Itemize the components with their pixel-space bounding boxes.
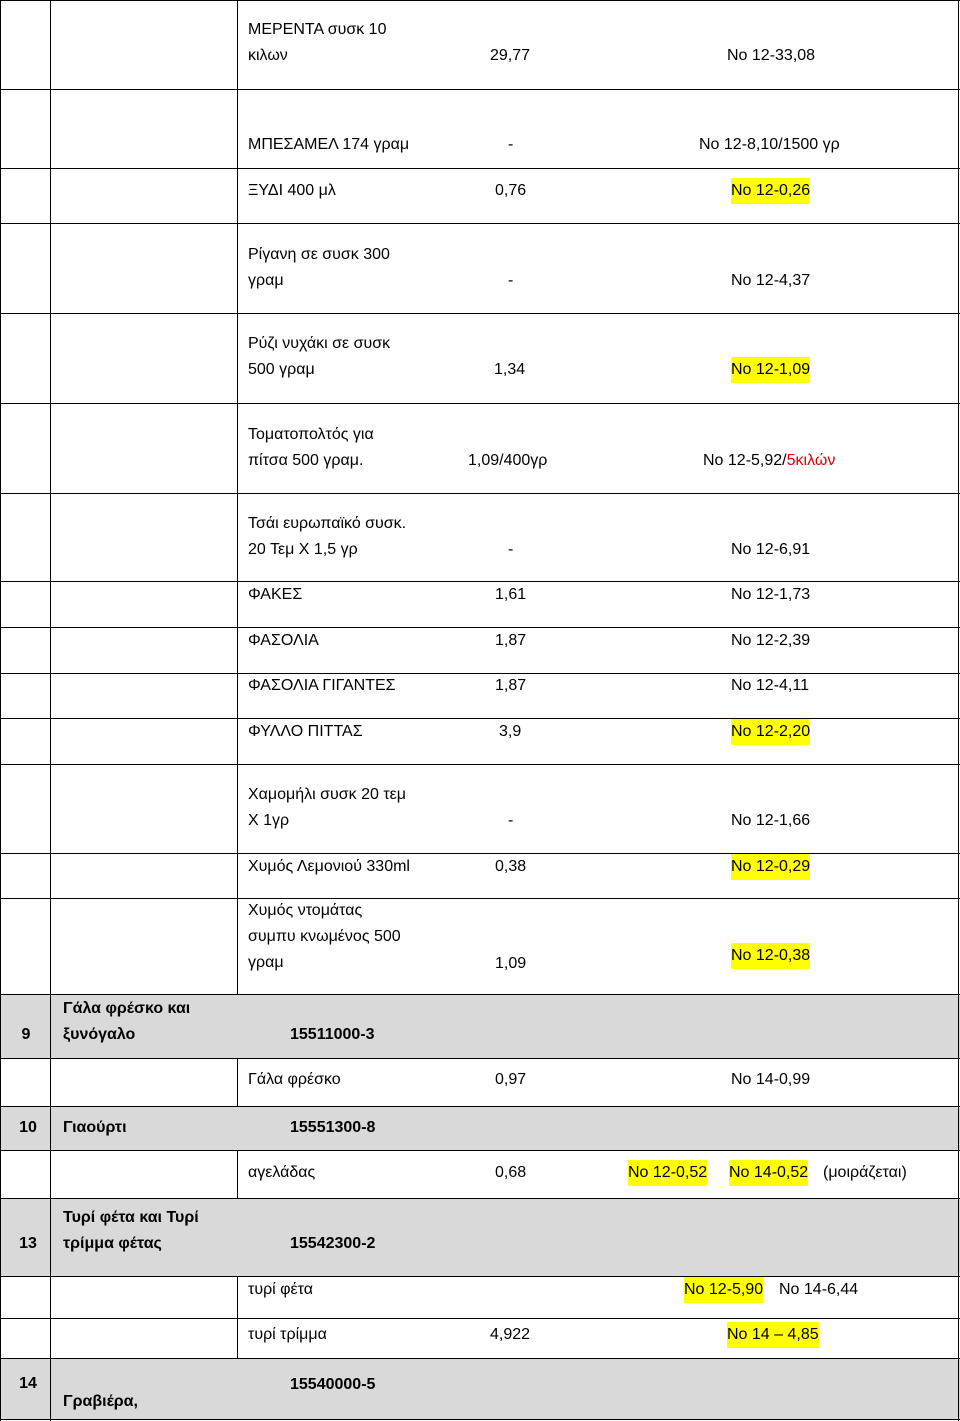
item-ref-highlighted: Νο 12-0,38 xyxy=(731,943,810,969)
item-price: 1,34 xyxy=(494,361,526,378)
group-number: 10 xyxy=(19,1119,37,1136)
row-border xyxy=(0,223,960,224)
item-name: ΦΥΛΛΟ ΠΙΤΤΑΣ xyxy=(248,723,363,740)
item-price: 0,76 xyxy=(495,182,527,199)
item-ref: Νο 12-2,39 xyxy=(731,632,811,649)
group-row-10 xyxy=(0,1106,960,1150)
item-price: 1,09 xyxy=(495,955,527,972)
row-border xyxy=(0,1058,960,1059)
col-border-num xyxy=(50,0,51,1421)
item-ref-highlighted: Νο 12-1,09 xyxy=(731,357,810,383)
group-title: Γάλα φρέσκο και ξυνόγαλο xyxy=(63,1000,191,1043)
item-name: Τσάι ευρωπαϊκό συσκ. 20 Τεμ Χ 1,5 γρ xyxy=(248,515,407,558)
col-border-left xyxy=(0,0,1,1421)
item-price: - xyxy=(508,272,514,289)
item-name: Χυμός ντομάτας συμπυ κνωμένος 500 γραμ xyxy=(248,902,401,971)
item-name: τυρί τρίμμα xyxy=(248,1326,327,1343)
col-border-name-4 xyxy=(237,1276,238,1358)
row-border xyxy=(0,764,960,765)
item-name: ΦΑΣΟΛΙΑ xyxy=(248,632,319,649)
row-border xyxy=(0,0,960,1)
group-number: 13 xyxy=(19,1235,37,1252)
group-code: 15551300-8 xyxy=(290,1119,376,1136)
item-ref: Νο 12-4,37 xyxy=(731,272,811,289)
row-border xyxy=(0,313,960,314)
item-price: - xyxy=(508,812,514,829)
item-ref-unit: 5κιλών xyxy=(786,452,836,469)
item-ref-highlighted: Νο 14 – 4,85 xyxy=(727,1322,819,1348)
item-name: Χαμομήλι συσκ 20 τεμ Χ 1γρ xyxy=(248,786,407,829)
item-ref xyxy=(703,448,835,474)
row-border xyxy=(0,627,960,628)
item-price: 0,38 xyxy=(495,858,527,875)
item-name: Γάλα φρέσκο xyxy=(248,1071,341,1088)
item-price: 29,77 xyxy=(490,47,531,64)
item-price: 1,61 xyxy=(495,586,527,603)
row-border xyxy=(0,673,960,674)
item-name: ΦΑΣΟΛΙΑ ΓΙΓΑΝΤΕΣ xyxy=(248,677,396,694)
item-price: - xyxy=(508,136,514,153)
row-border xyxy=(0,1419,960,1420)
item-ref-highlighted: Νο 14-0,52 xyxy=(729,1160,808,1186)
item-name: ΞΥΔΙ 400 μλ xyxy=(248,182,336,199)
group-title: Τυρί φέτα και Τυρί τρίμμα φέτας xyxy=(63,1209,199,1252)
item-note: (μοιράζεται) xyxy=(823,1164,907,1181)
group-title: Γραβιέρα, xyxy=(63,1393,138,1410)
item-name: ΦΑΚΕΣ xyxy=(248,586,303,603)
item-ref-highlighted: Νο 12-0,52 xyxy=(628,1160,707,1186)
item-price: 0,97 xyxy=(495,1071,527,1088)
item-ref-highlighted: Νο 12-5,90 xyxy=(684,1277,763,1303)
col-border-name xyxy=(237,0,238,994)
row-border xyxy=(0,898,960,899)
item-ref: Νο 14-6,44 xyxy=(779,1281,859,1298)
item-name: Ρύζι νυχάκι σε συσκ 500 γραμ xyxy=(248,335,391,378)
item-name: Χυμός Λεμονιού 330ml xyxy=(248,858,410,875)
row-border xyxy=(0,89,960,90)
row-border xyxy=(0,1318,960,1319)
item-ref-highlighted: Νο 12-2,20 xyxy=(731,719,810,745)
col-border-name-3 xyxy=(237,1150,238,1198)
item-ref: Νο 14-0,99 xyxy=(731,1071,811,1088)
item-price: 1,09/400γρ xyxy=(468,452,548,469)
row-border xyxy=(0,1358,960,1359)
item-ref-value: Νο 12-5,92/ xyxy=(703,452,787,469)
row-border xyxy=(0,1198,960,1199)
group-title: Γιαούρτι xyxy=(63,1119,127,1136)
item-ref-highlighted: Νο 12-0,26 xyxy=(731,178,810,204)
item-ref: Νο 12-6,91 xyxy=(731,541,811,558)
group-code: 15542300-2 xyxy=(290,1235,376,1252)
row-border xyxy=(0,403,960,404)
col-border-name-2 xyxy=(237,1058,238,1106)
item-price: 1,87 xyxy=(495,632,527,649)
group-number: 9 xyxy=(21,1026,31,1043)
item-name: αγελάδας xyxy=(248,1164,316,1181)
item-name: ΜΕΡΕΝΤΑ συσκ 10 κιλων xyxy=(248,21,387,64)
item-price: - xyxy=(508,541,514,558)
item-ref: Νο 12-1,66 xyxy=(731,812,811,829)
group-row-14 xyxy=(0,1358,960,1420)
group-number: 14 xyxy=(19,1375,37,1392)
item-name: Τοματοπολτός για πίτσα 500 γραμ. xyxy=(248,426,374,469)
row-border xyxy=(0,493,960,494)
row-border xyxy=(0,581,960,582)
item-ref: Νο 12-8,10/1500 γρ xyxy=(699,136,840,153)
row-border xyxy=(0,994,960,995)
col-border-right xyxy=(958,0,959,1421)
item-ref-highlighted: Νο 12-0,29 xyxy=(731,854,810,880)
item-ref: Νο 12-4,11 xyxy=(731,677,809,694)
col-border-num-gap xyxy=(50,994,51,1058)
row-border xyxy=(0,1106,960,1107)
item-price: 4,922 xyxy=(490,1326,531,1343)
group-code: 15511000-3 xyxy=(290,1026,375,1043)
row-border xyxy=(0,168,960,169)
item-ref: Νο 12-33,08 xyxy=(727,47,816,64)
item-ref: Νο 12-1,73 xyxy=(731,586,811,603)
item-price: 0,68 xyxy=(495,1164,527,1181)
row-border xyxy=(0,718,960,719)
row-border xyxy=(0,1150,960,1151)
item-name: ΜΠΕΣΑΜΕΛ 174 γραμ xyxy=(248,136,410,153)
item-price: 3,9 xyxy=(499,723,522,740)
item-price: 1,87 xyxy=(495,677,527,694)
row-border xyxy=(0,853,960,854)
item-name: τυρί φέτα xyxy=(248,1281,314,1298)
group-code: 15540000-5 xyxy=(290,1376,376,1393)
item-name: Ρίγανη σε συσκ 300 γραμ xyxy=(248,246,390,289)
